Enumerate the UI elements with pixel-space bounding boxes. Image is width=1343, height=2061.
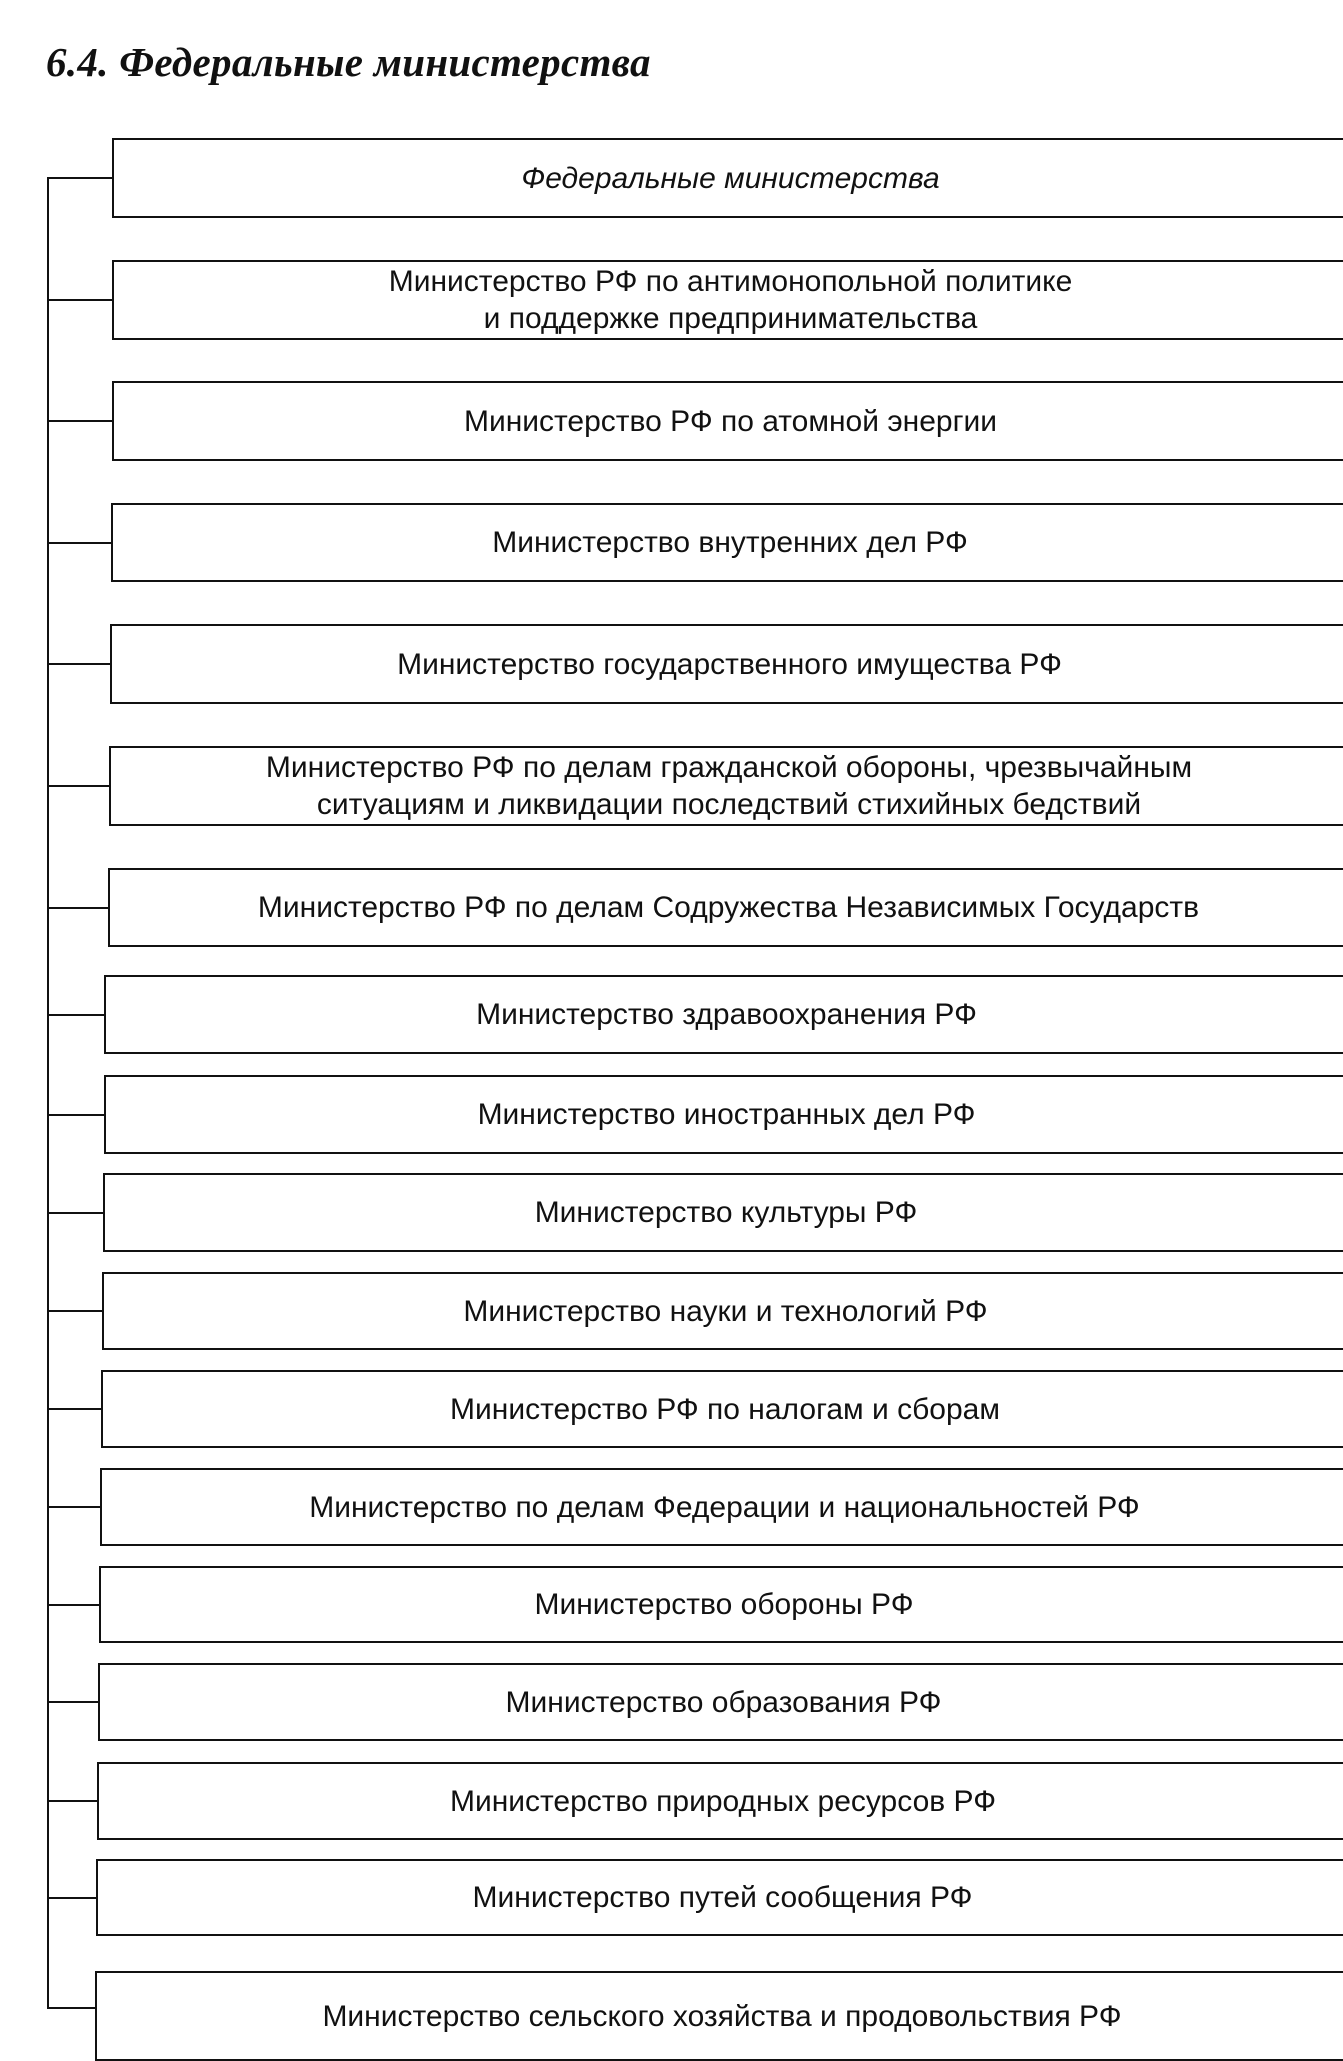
node-label-line: Министерство государственного имущества РФ	[397, 647, 1062, 681]
node-label-line: Министерство внутренних дел РФ	[492, 526, 968, 559]
node-label	[450, 1391, 1000, 1428]
connector-branch	[47, 2007, 95, 2009]
ministry-node	[102, 1272, 1343, 1350]
node-label-line: Министерство РФ по делам гражданской обороны, чрезвычайным	[265, 751, 1193, 784]
ministry-node	[100, 1468, 1343, 1546]
node-label	[473, 1879, 973, 1916]
connector-branch	[47, 907, 108, 909]
node-label-line: Министерство по делам Федерации и национальностей РФ	[309, 1490, 1140, 1524]
node-label	[521, 160, 939, 197]
connector-branch	[47, 177, 112, 179]
node-label-line: Министерство путей сообщения РФ	[472, 1881, 973, 1914]
node-label-line: Министерство РФ по делам Содружества Независимых Государств	[257, 891, 1200, 924]
ministry-node	[95, 1971, 1343, 2061]
node-label-line: Министерство РФ по антимонопольной политике	[388, 265, 1073, 298]
ministry-node	[103, 1173, 1343, 1252]
node-label	[258, 889, 1199, 926]
connector-branch	[47, 542, 111, 544]
node-label	[463, 1293, 987, 1330]
node-label-line: Министерство обороны РФ	[534, 1588, 914, 1621]
ministry-node	[97, 1762, 1343, 1840]
ministry-node	[109, 746, 1343, 826]
connector-branch	[47, 1604, 99, 1606]
node-label	[535, 1194, 918, 1231]
ministry-node	[98, 1663, 1343, 1741]
ministry-node	[104, 975, 1343, 1054]
connector-branch	[47, 1897, 96, 1899]
node-label	[309, 1489, 1140, 1526]
ministry-node	[112, 381, 1343, 461]
connector-branch	[47, 663, 110, 665]
node-label	[476, 996, 977, 1033]
connector-branch	[47, 1310, 102, 1312]
node-label-line: и поддержке предпринимательства	[483, 302, 978, 335]
node-label-line: Министерство образования РФ	[505, 1685, 942, 1719]
node-label-line: Министерство науки и технологий РФ	[463, 1294, 988, 1328]
connector-branch	[47, 420, 112, 422]
section-title: 6.4. Федеральные министерства	[46, 39, 651, 85]
connector-branch	[47, 1408, 101, 1410]
node-label	[266, 749, 1192, 823]
connector-branch	[47, 1114, 104, 1116]
ministry-node	[96, 1859, 1343, 1936]
ministry-node	[99, 1566, 1343, 1643]
node-label	[389, 263, 1073, 337]
node-label-line: Министерство РФ по налогам и сборам	[450, 1392, 1000, 1426]
node-label	[506, 1684, 942, 1721]
root-node	[112, 138, 1343, 218]
connector-branch	[47, 1800, 97, 1802]
ministry-node	[110, 624, 1343, 704]
node-label-line: Министерство культуры РФ	[534, 1196, 918, 1229]
node-label-line: Министерство сельского хозяйства и продовольствия РФ	[322, 1999, 1122, 2033]
connector-branch	[47, 299, 112, 301]
ministry-node	[104, 1075, 1343, 1154]
connector-branch	[47, 1014, 104, 1016]
connector-branch	[47, 1701, 98, 1703]
node-label-line: Министерство природных ресурсов РФ	[449, 1784, 997, 1818]
node-label-line: ситуациям и ликвидации последствий стихийных бедствий	[316, 788, 1142, 821]
connector-spine	[47, 177, 49, 2009]
node-label	[450, 1783, 996, 1820]
node-label	[534, 1586, 913, 1623]
node-label-line: Министерство здравоохранения РФ	[476, 998, 977, 1031]
ministry-node	[101, 1370, 1343, 1448]
node-label-line: Федеральные министерства	[521, 161, 940, 195]
node-label	[492, 524, 968, 561]
node-label	[322, 1998, 1121, 2035]
connector-branch	[47, 1506, 100, 1508]
connector-branch	[47, 785, 109, 787]
node-label-line: Министерство РФ по атомной энергии	[463, 404, 998, 438]
connector-branch	[47, 1212, 103, 1214]
node-label	[478, 1096, 976, 1133]
ministry-node	[112, 260, 1343, 340]
node-label	[464, 403, 997, 440]
node-label-line: Министерство иностранных дел РФ	[477, 1098, 976, 1131]
node-label	[397, 646, 1062, 683]
ministry-node	[111, 503, 1343, 582]
ministry-node	[108, 868, 1343, 947]
